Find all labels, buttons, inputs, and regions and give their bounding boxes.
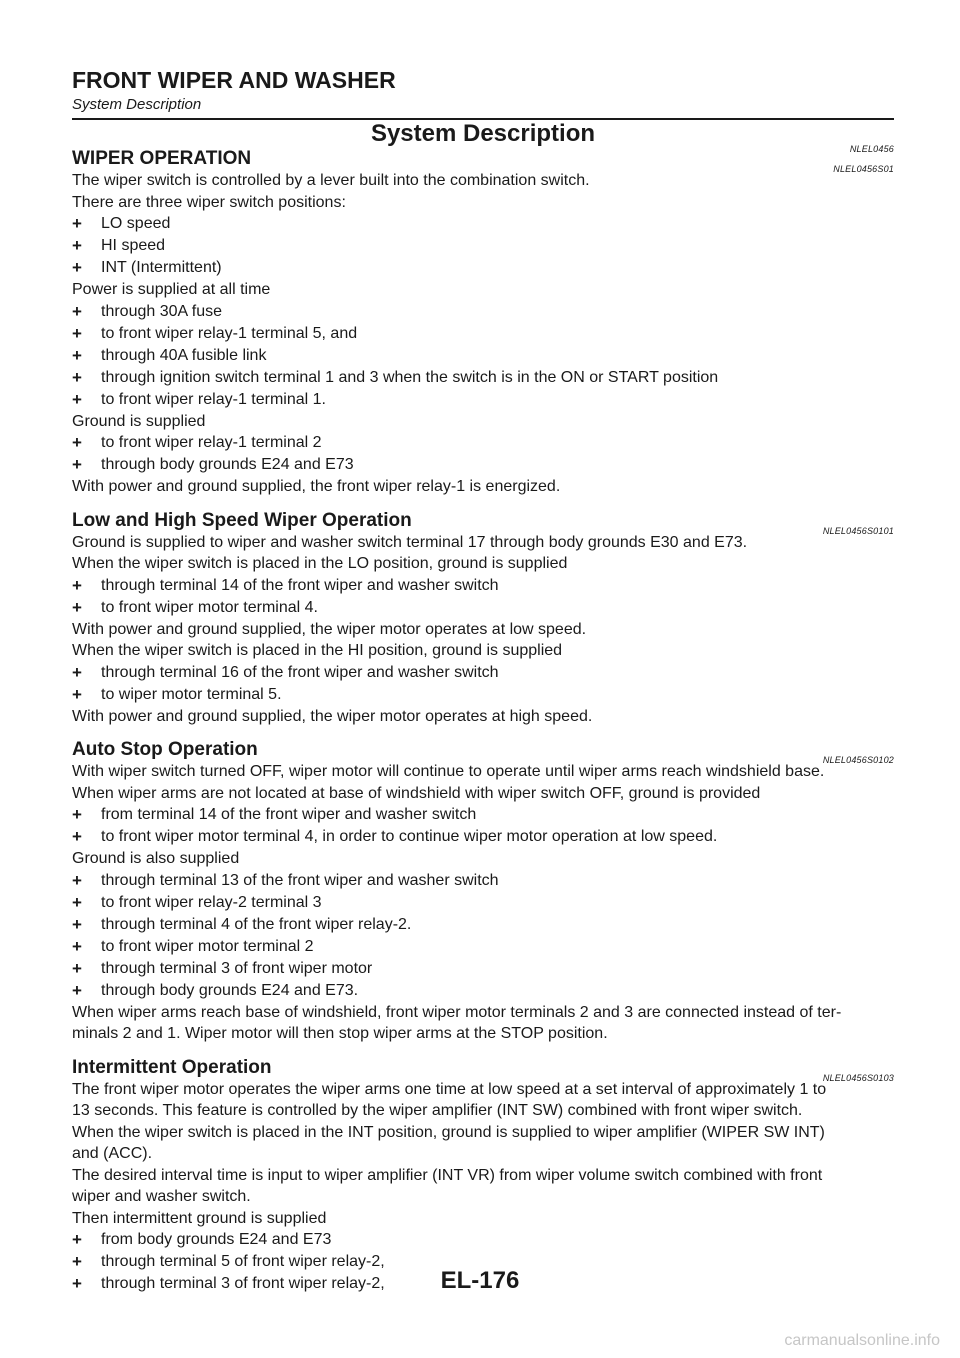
document-body xyxy=(72,120,894,1295)
list-item: + to front wiper relay-1 terminal 1. xyxy=(72,389,894,411)
list-item: + to wiper motor terminal 5. xyxy=(72,684,894,706)
section-wiper-operation-heading xyxy=(72,148,894,174)
list-item: + through terminal 14 of the front wiper and washer switch xyxy=(72,575,894,597)
list-item: + to front wiper motor terminal 2 xyxy=(72,936,894,958)
paragraph: Then intermittent ground is supplied xyxy=(72,1209,327,1227)
list-item: + LO speed xyxy=(72,213,894,235)
paragraph: The wiper switch is controlled by a lever built into the combination switch. xyxy=(72,172,590,189)
list-item: + from terminal 14 of the front wiper and washer switch xyxy=(72,804,894,826)
paragraph: When the wiper switch is placed in the LO position, ground is supplied xyxy=(72,555,568,572)
list-item: + through ignition switch terminal 1 and 3 when the switch is in the ON or START position xyxy=(72,367,894,389)
list-item: + to front wiper relay-2 terminal 3 xyxy=(72,892,894,914)
paragraph-line: When wiper arms reach base of windshield, front wiper motor terminals 2 and 3 are connected instead of ter- xyxy=(72,1003,842,1021)
page-number: EL-176 xyxy=(440,1267,520,1294)
section-heading: Intermittent Operation xyxy=(72,1056,272,1078)
page-title: System Description xyxy=(370,120,596,147)
section-code: NLEL0456S0103 xyxy=(822,1072,894,1083)
paragraph: With wiper switch turned OFF, wiper motor will continue to operate until wiper arms reach windshield base. xyxy=(72,763,825,780)
section-heading: Low and High Speed Wiper Operation xyxy=(72,509,412,531)
paragraph: With power and ground supplied, the wiper motor operates at low speed. xyxy=(72,620,587,638)
paragraph: Power is supplied at all time xyxy=(72,281,271,298)
paragraph-line: wiper and washer switch. xyxy=(72,1188,251,1205)
bullet-list xyxy=(72,432,894,476)
paragraph: With power and ground supplied, the wiper motor operates at high speed. xyxy=(72,707,593,725)
section-code: NLEL0456S0101 xyxy=(822,525,894,536)
list-item: + through 40A fusible link xyxy=(72,345,894,367)
list-item: + through terminal 16 of the front wiper and washer switch xyxy=(72,662,894,684)
section-low-high-heading xyxy=(72,509,894,536)
list-item: + through body grounds E24 and E73 xyxy=(72,454,894,476)
list-item: + to front wiper motor terminal 4, in order to continue wiper motor operation at low speed. xyxy=(72,826,894,848)
paragraph: With power and ground supplied, the front wiper relay-1 is energized. xyxy=(72,478,561,495)
paragraph-line: When the wiper switch is placed in the INT position, ground is supplied to wiper amplifier (WIPER SW INT) xyxy=(72,1123,825,1141)
list-item: + through terminal 13 of the front wiper and washer switch xyxy=(72,870,894,892)
list-item: + through terminal 3 of front wiper motor xyxy=(72,958,894,980)
paragraph-line: minals 2 and 1. Wiper motor will then stop wiper arms at the STOP position. xyxy=(72,1025,608,1042)
section-auto-stop-heading xyxy=(72,739,894,765)
page-header xyxy=(72,66,894,120)
paragraph: There are three wiper switch positions: xyxy=(72,193,346,211)
list-item: + through 30A fuse xyxy=(72,301,894,323)
bullet-list xyxy=(72,575,894,619)
bullet-list xyxy=(72,301,894,411)
page-title-code: NLEL0456 xyxy=(849,144,894,154)
paragraph: Ground is supplied to wiper and washer switch terminal 17 through body grounds E30 and E73. xyxy=(72,533,748,551)
header-title: FRONT WIPER AND WASHER xyxy=(72,67,396,93)
paragraph: When wiper arms are not located at base of windshield with wiper switch OFF, ground is provided xyxy=(72,784,761,802)
list-item: + to front wiper relay-1 terminal 2 xyxy=(72,432,894,454)
bullet-list xyxy=(72,213,894,279)
paragraph: Ground is supplied xyxy=(72,412,206,430)
header-subtitle: System Description xyxy=(72,96,202,113)
section-code: NLEL0456S01 xyxy=(833,164,894,174)
section-code: NLEL0456S0102 xyxy=(822,755,894,765)
list-item: + through terminal 4 of the front wiper relay-2. xyxy=(72,914,894,936)
bullet-list xyxy=(72,662,894,706)
list-item: + through terminal 3 of front wiper relay-2, xyxy=(72,1273,894,1295)
paragraph-line: The front wiper motor operates the wiper arms one time at low speed at a set interval of approximately 1 to xyxy=(72,1080,827,1098)
section-heading: WIPER OPERATION xyxy=(72,148,252,169)
paragraph: Ground is also supplied xyxy=(72,850,240,867)
list-item: + from body grounds E24 and E73 xyxy=(72,1229,894,1251)
list-item: + through terminal 5 of front wiper relay-2, xyxy=(72,1251,894,1273)
paragraph: When the wiper switch is placed in the HI position, ground is supplied xyxy=(72,642,563,659)
paragraph-line: 13 seconds. This feature is controlled by the wiper amplifier (INT SW) combined with front wiper switch. xyxy=(72,1102,803,1119)
list-item: + HI speed xyxy=(72,235,894,257)
bullet-list xyxy=(72,870,894,1002)
page-title-row xyxy=(72,120,894,154)
paragraph-line: and (ACC). xyxy=(72,1145,153,1162)
watermark: carmanualsonline.info xyxy=(784,1332,940,1349)
list-item: + through body grounds E24 and E73. xyxy=(72,980,894,1002)
bullet-list xyxy=(72,804,894,848)
list-item: + to front wiper relay-1 terminal 5, and xyxy=(72,323,894,345)
list-item: + INT (Intermittent) xyxy=(72,257,894,279)
list-item: + to front wiper motor terminal 4. xyxy=(72,597,894,619)
section-heading: Auto Stop Operation xyxy=(72,739,258,760)
paragraph-line: The desired interval time is input to wiper amplifier (INT VR) from wiper volume switch combined with front xyxy=(72,1166,823,1184)
section-intermittent-heading xyxy=(72,1056,894,1083)
